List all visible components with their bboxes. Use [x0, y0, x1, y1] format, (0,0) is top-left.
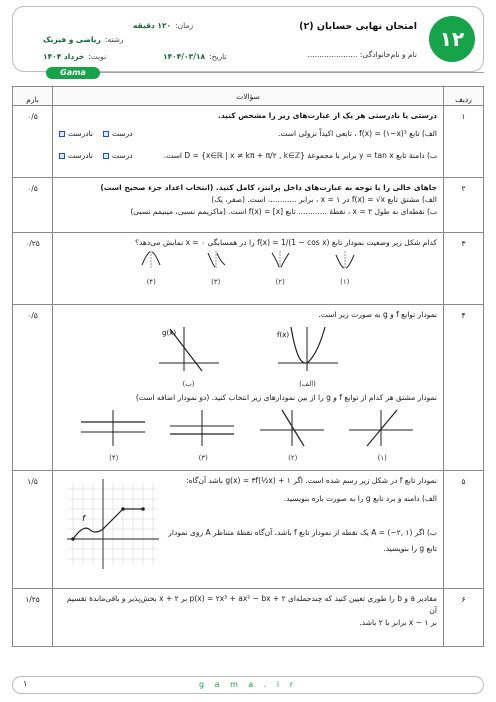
question-number: ۶ — [444, 588, 484, 646]
svg-text:g(x): g(x) — [161, 329, 176, 337]
grade-badge: ۱۲ — [429, 16, 475, 62]
checkbox-icon[interactable] — [103, 131, 109, 137]
question-score: ۱/۵ — [13, 470, 53, 588]
f-graph-icon — [273, 323, 343, 375]
question-title: درستی یا نادرستی هر یک از عبارت‌های زیر را مشخص کنید. — [217, 111, 437, 120]
page-footer — [12, 676, 484, 694]
question-number: ۵ — [444, 470, 484, 588]
question-row-4 — [13, 305, 484, 471]
false-option-a[interactable]: نادرست — [59, 128, 93, 140]
statement-a: الف) تابع f(x) = (۱−x)³ ، تابعی اکیداً نزولی است. — [278, 129, 437, 138]
f-grid-graph — [63, 475, 163, 577]
derivative-graph-icon — [168, 408, 238, 448]
question-score: ۰/۵ — [13, 178, 53, 233]
question-row-5 — [13, 470, 484, 588]
question-part-b: ب) اگر A = (−۲, ۱) یک نقطه از نمودار تابع f باشد، آن‌گاه نقطهٔ متناظر A روی نمودار — [168, 527, 437, 537]
question-number: ۱ — [444, 106, 484, 178]
asymptote-graph-icon — [204, 251, 228, 273]
option-graph-2[interactable]: (۲) — [268, 251, 292, 288]
question-score: ۰/۵ — [13, 106, 53, 178]
derivative-graph-icon — [347, 408, 417, 448]
question-score: ۱/۲۵ — [13, 588, 53, 646]
question-number: ۳ — [444, 233, 484, 305]
question-part-b-cont: تابع g را بنویسید. — [383, 543, 437, 553]
svg-text:f: f — [82, 513, 85, 523]
graph-f: f(x) (الف) — [273, 323, 343, 390]
asymptote-graph-icon — [268, 251, 292, 273]
derivative-graph-icon — [258, 408, 328, 448]
exam-title: امتحان نهایی حسابان (۲) — [299, 21, 417, 32]
true-option-b[interactable]: درست — [103, 150, 133, 162]
question-body — [53, 588, 444, 646]
statement-a: الف) مشتق تابع f(x) = √x در x = ۱ ، برابر ............ است. (صفر، یک) — [211, 195, 437, 204]
question-number: ۲ — [444, 178, 484, 233]
exam-header — [12, 6, 484, 72]
question-text-cont: بر x − ۱ برابر با ۲ باشد. — [359, 617, 437, 627]
checkbox-icon[interactable] — [59, 153, 65, 159]
question-row-2 — [13, 178, 484, 233]
g-graph-icon — [154, 323, 224, 375]
f-grid-graph-icon — [63, 475, 163, 573]
col-num-header: ردیف — [444, 87, 484, 106]
question-part-a: الف) دامنه و برد تابع g را به صورت بازه بنویسید. — [283, 493, 437, 503]
term-info: نوبت:خرداد ۱۴۰۴ — [43, 52, 107, 61]
true-option-a[interactable]: درست — [103, 128, 133, 140]
option-graph-1[interactable]: (۱) — [333, 251, 357, 288]
brand-bar — [12, 67, 484, 79]
question-row-1 — [13, 106, 484, 178]
question-title: نمودار توابع f و g به صورت زیر است. — [318, 310, 437, 319]
gama-logo: Gama — [46, 67, 100, 79]
student-name-field: نام و نام‌خانوادگی: ..................... — [307, 50, 417, 59]
asymptote-graph-icon — [139, 251, 163, 273]
statement-b: ب) دامنهٔ تابع y = tan x برابر با مجموعهٔ D = {x∈ℝ | x ≠ kπ + π/۲ , k∈ℤ} است. — [163, 151, 437, 160]
question-score: ۰/۵ — [13, 305, 53, 471]
graph-g: g(x) (ب) — [154, 323, 224, 390]
time-info: زمان:۱۲۰ دقیقه — [133, 21, 194, 30]
option-graph-1[interactable]: (۱) — [347, 408, 417, 463]
option-graph-3[interactable]: (۳) — [168, 408, 238, 463]
option-graph-4[interactable]: (۴) — [139, 251, 163, 288]
question-body — [53, 233, 444, 305]
asymptote-graph-icon — [333, 251, 357, 273]
page-number: ۱ — [23, 679, 28, 688]
field-info: رشته:ریاضی و فیزیک — [43, 35, 124, 44]
question-title: کدام شکل زیر وضعیت نمودار تابع f(x) = 1/(1 − cos x) را در همسایگی x = ۰ نمایش می‌دهد؟ — [134, 238, 437, 247]
false-option-b[interactable]: نادرست — [59, 150, 93, 162]
divider — [100, 72, 484, 73]
question-score: ۰/۲۵ — [13, 233, 53, 305]
option-graph-2[interactable]: (۲) — [258, 408, 328, 463]
col-question-header: سؤالات — [53, 87, 444, 106]
question-body — [53, 178, 444, 233]
question-body — [53, 305, 444, 471]
checkbox-icon[interactable] — [59, 131, 65, 137]
question-prompt: نمودار مشتق هر کدام از توابع f و g را از بین نمودارهای زیر انتخاب کنید. (دو نمودار اضافه است) — [135, 393, 437, 403]
date-info: تاریخ:۱۴۰۴/۰۳/۱۸ — [163, 52, 227, 61]
checkbox-icon[interactable] — [103, 153, 109, 159]
question-body — [53, 106, 444, 178]
question-body — [53, 470, 444, 588]
question-title: جاهای خالی را با توجه به عبارت‌های داخل پرانتز، کامل کنید. (انتخاب اعداد جزء صحیح است) — [100, 183, 437, 192]
question-text: مقادیر a و b را طوری تعیین کنید که چندجمله‌ای p(x) = ۲x³ + ax² − bx + ۲ بر x + ۲ بخش‌پذیر و باقی‌ماندهٔ تقسیم آن — [66, 593, 437, 615]
svg-text:f(x): f(x) — [276, 331, 289, 339]
col-score-header: بارم — [13, 87, 53, 106]
questions-table — [12, 86, 484, 647]
question-number: ۴ — [444, 305, 484, 471]
statement-b: ب) نقطه‌ای به طول x = ۲ ، نقطهٔ ............ تابع f(x) = [x] است. (ماکزیمم نسبی، مینیمم نسبی) — [130, 207, 437, 216]
question-row-3 — [13, 233, 484, 305]
website-link[interactable]: g a m a . i r — [199, 680, 297, 689]
question-text: نمودار تابع f در شکل زیر رسم شده است. اگر g(x) = ۳f(½x) + ۱ باشد آن‌گاه: — [186, 475, 437, 485]
option-graph-3[interactable]: (۳) — [204, 251, 228, 288]
question-row-6 — [13, 588, 484, 646]
table-header-row — [13, 87, 484, 106]
derivative-graph-icon — [79, 408, 149, 448]
option-graph-4[interactable]: (۴) — [79, 408, 149, 463]
